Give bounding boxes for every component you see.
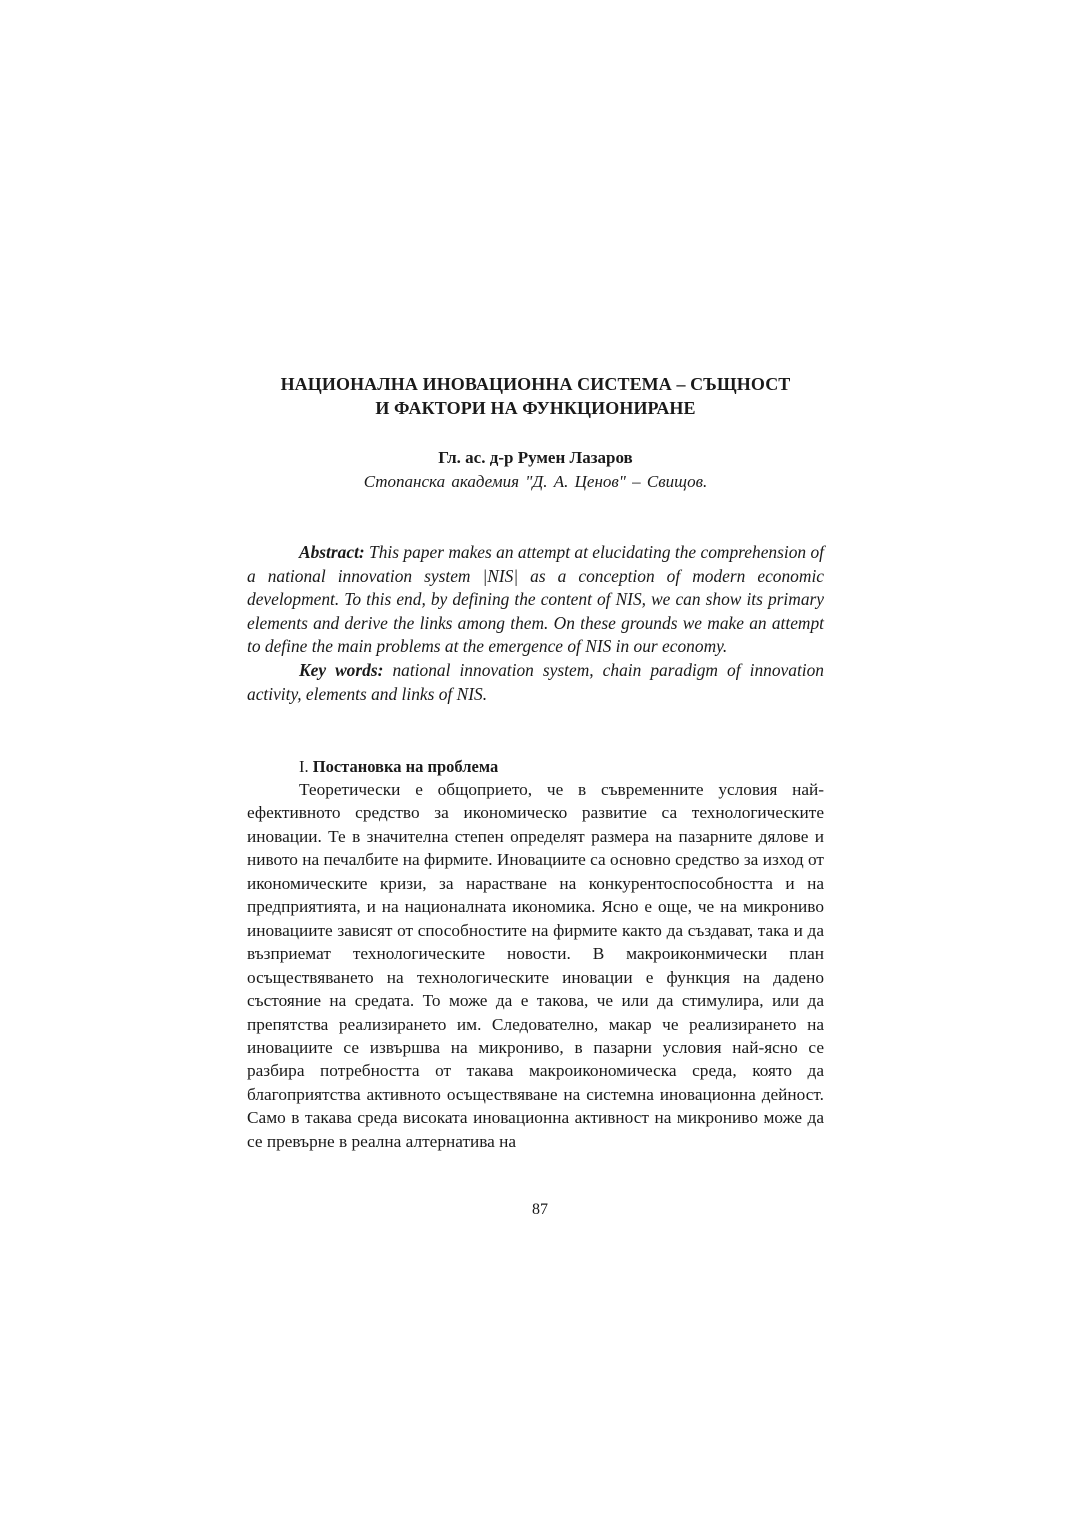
title-line-2: И ФАКТОРИ НА ФУНКЦИОНИРАНЕ <box>375 398 696 418</box>
abstract-block <box>247 541 824 706</box>
keywords-text: national innovation system, chain paradigm of innovation activity, elements and links of NIS. <box>247 659 825 704</box>
section-title: Постановка на проблема <box>308 757 499 776</box>
keywords-paragraph <box>247 659 824 706</box>
body-paragraph: Теоретически е общоприето, че в съвременните условия най-ефективното средство за икономическо развитие са технологическите иновации. Те в значителна степен определят размера на пазарните дялове и нивото на печалбите на фирмите. Иновациите са основно средство за изход от икономическите кризи, за нарастване на конкурентоспособността и на предприятията, и на националната икономика. Ясно е още, че на микрониво иновациите зависят от способностите на фирмите както да създават, така и да възприемат технологическите новости. В макроиконмически план осъществяването на технологическите иновации е функция на дадено състояние на средата. То може да е такова, че или да стимулира, или да препятства реализирането им. Следователно, макар че реализирането на иновациите се извършва на микрониво, в пазарни условия най-ясно се разбира потребността от такава макроикономическа среда, която да благоприятства активното осъществяване на системна иновационна дейност. Само в такава среда високата иновационна активност на микрониво може да се превърне в реална алтернатива на <box>247 780 824 1151</box>
paper-title <box>247 372 824 420</box>
author-affiliation: Стопанска академия "Д. А. Ценов" – Свищов. <box>363 472 708 491</box>
abstract-paragraph <box>247 541 824 659</box>
section-number: I. <box>299 757 309 776</box>
abstract-label: Abstract: <box>299 542 365 562</box>
title-line-1: НАЦИОНАЛНА ИНОВАЦИОННА СИСТЕМА – СЪЩНОСТ <box>280 374 791 394</box>
keywords-label: Key words: <box>299 659 384 680</box>
page-number: 87 <box>532 1201 548 1218</box>
author-name: Гл. ас. д-р Румен Лазаров <box>438 448 633 467</box>
abstract-text: This paper makes an attempt at elucidating the comprehension of a national innovation system |NIS| as a conception of modern economic development. To this end, by defining the content of NIS, we can show its primary elements and derive the links among them. On these grounds we make an attempt to define the main problems at the emergence of NIS in our economy. <box>247 542 824 657</box>
body-text <box>247 778 824 1153</box>
section-heading <box>247 756 876 778</box>
